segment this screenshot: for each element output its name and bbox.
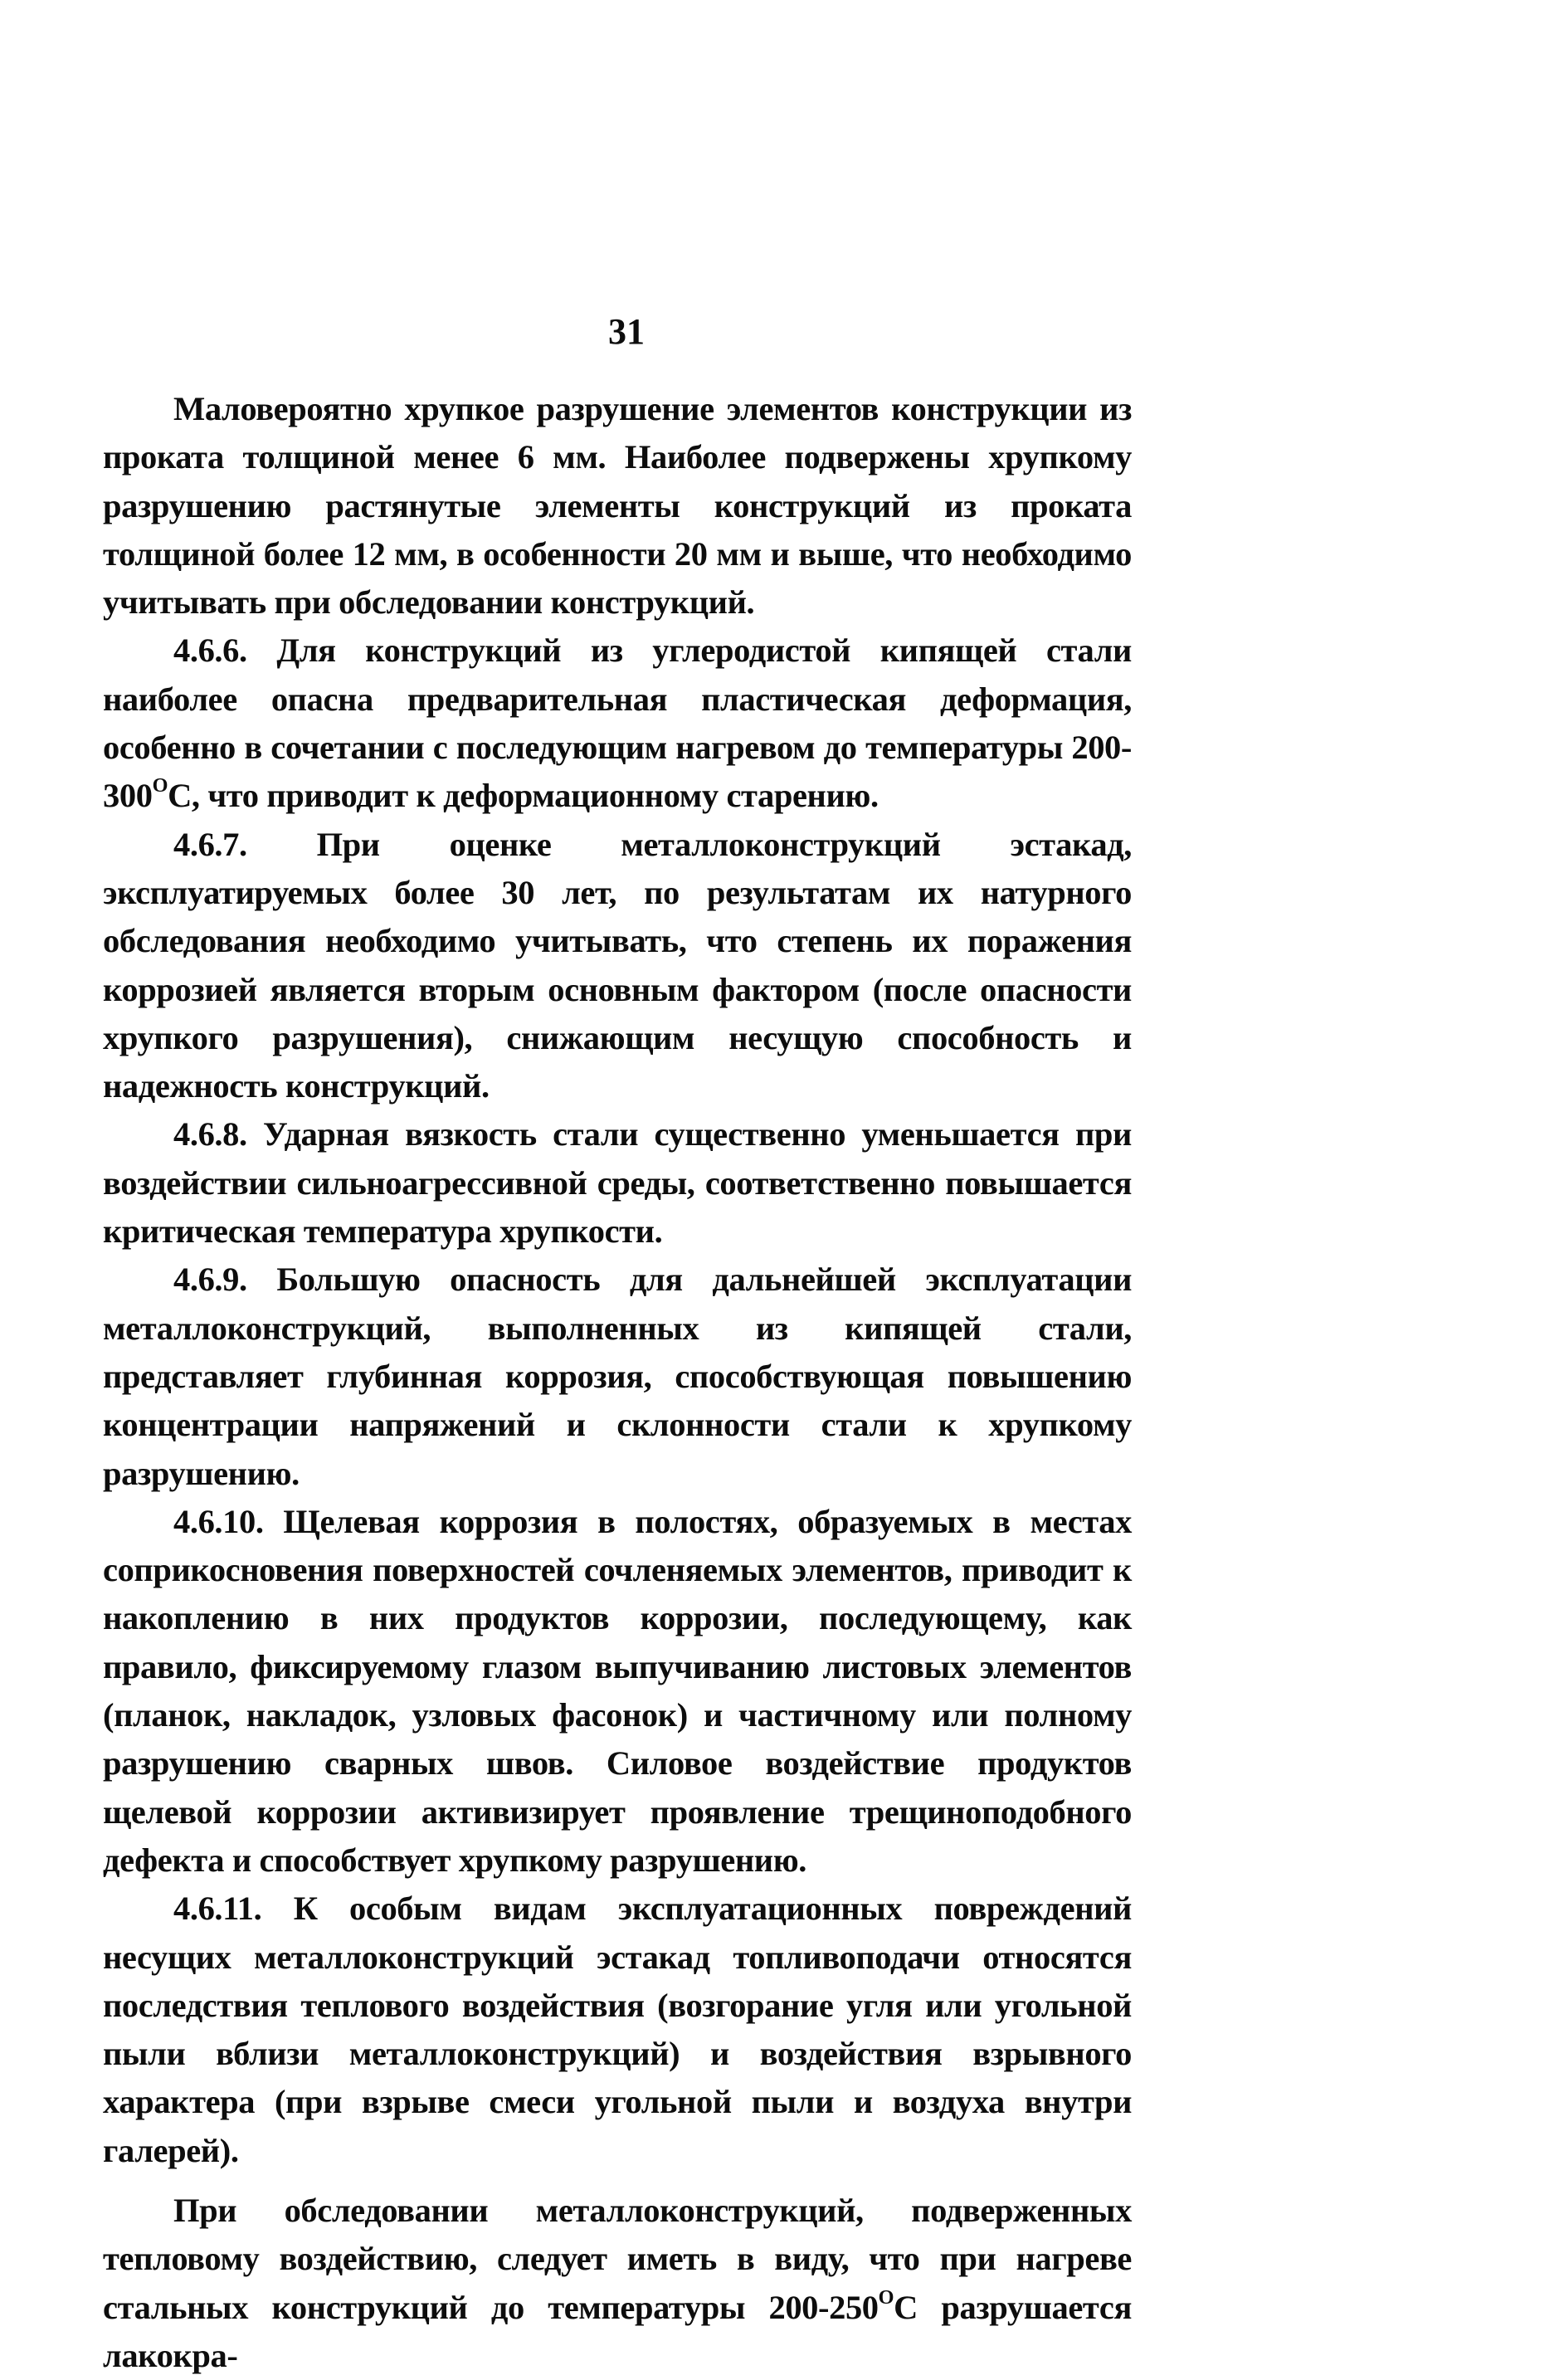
degree-superscript: O	[152, 774, 168, 797]
paragraph-text-continued: С, что приводит к деформационному старению.	[168, 777, 879, 815]
paragraph-4-6-10: 4.6.10. Щелевая коррозия в полостях, образуемых в местах соприкосновения поверхностей сочленяемых элементов, приводит к накоплению в них продуктов коррозии, последующему, как правило, фиксируемому глазом выпучиванию листовых элементов (планок, накладок, узловых фасонок) и частичному или полному разрушению сварных швов. Силовое воздействие продуктов щелевой коррозии активизирует проявление трещиноподобного дефекта и способствует хрупкому разрушению.	[103, 1502, 1132, 1879]
paragraph-4-6-6	[103, 627, 1132, 820]
paragraph-4-6-11: 4.6.11. К особым видам эксплуатационных повреждений несущих металлоконструкций эстакад топливоподачи относятся последствия теплового воздействия (возгорание угля или угольной пыли вблизи металлоконструкций) и воздействия взрывного характера (при взрыве смеси угольной пыли и воздуха внутри галерей).	[103, 1890, 1132, 2169]
paragraph-brittle-fracture-thickness: Маловероятно хрупкое разрушение элементов конструкции из проката толщиной менее 6 мм. Наиболее подвержены хрупкому разрушению растянутые элементы конструкций из проката толщиной более 12 мм, в особенности 20 мм и выше, что необходимо учитывать при обследовании конструкций.	[103, 390, 1132, 622]
paragraph-thermal-exposure	[103, 2187, 1132, 2380]
paragraph-text: При обследовании металлоконструкций, подверженных тепловому воздействию, следует иметь в виду, что при нагреве стальных конструкций до температуры 200-250	[103, 2191, 1132, 2326]
body-text	[103, 385, 1132, 2380]
paragraph-4-6-7: 4.6.7. При оценке металлоконструкций эстакад, эксплуатируемых более 30 лет, по результатам их натурного обследования необходимо учитывать, что степень их поражения коррозией является вторым основным фактором (после опасности хрупкого разрушения), снижающим несущую способность и надежность конструкций.	[103, 825, 1132, 1105]
paragraph-text: 4.6.6. Для конструкций из углеродистой кипящей стали наиболее опасна предварительная пластическая деформация, особенно в сочетании с последующим нагревом до температуры 200-300	[103, 632, 1132, 815]
page-number: 31	[608, 311, 645, 352]
paragraph-4-6-8: 4.6.8. Ударная вязкость стали существенно уменьшается при воздействии сильноагрессивной среды, соответственно повышается критическая температура хрупкости.	[103, 1115, 1132, 1251]
degree-superscript: O	[878, 2285, 894, 2309]
paragraph-4-6-9: 4.6.9. Большую опасность для дальнейшей эксплуатации металлоконструкций, выполненных из кипящей стали, представляет глубинная коррозия, способствующая повышению концентрации напряжений и склонности стали к хрупкому разрушению.	[103, 1261, 1132, 1492]
paragraph-text-continued: С разрушается лакокра-	[103, 2288, 1132, 2374]
